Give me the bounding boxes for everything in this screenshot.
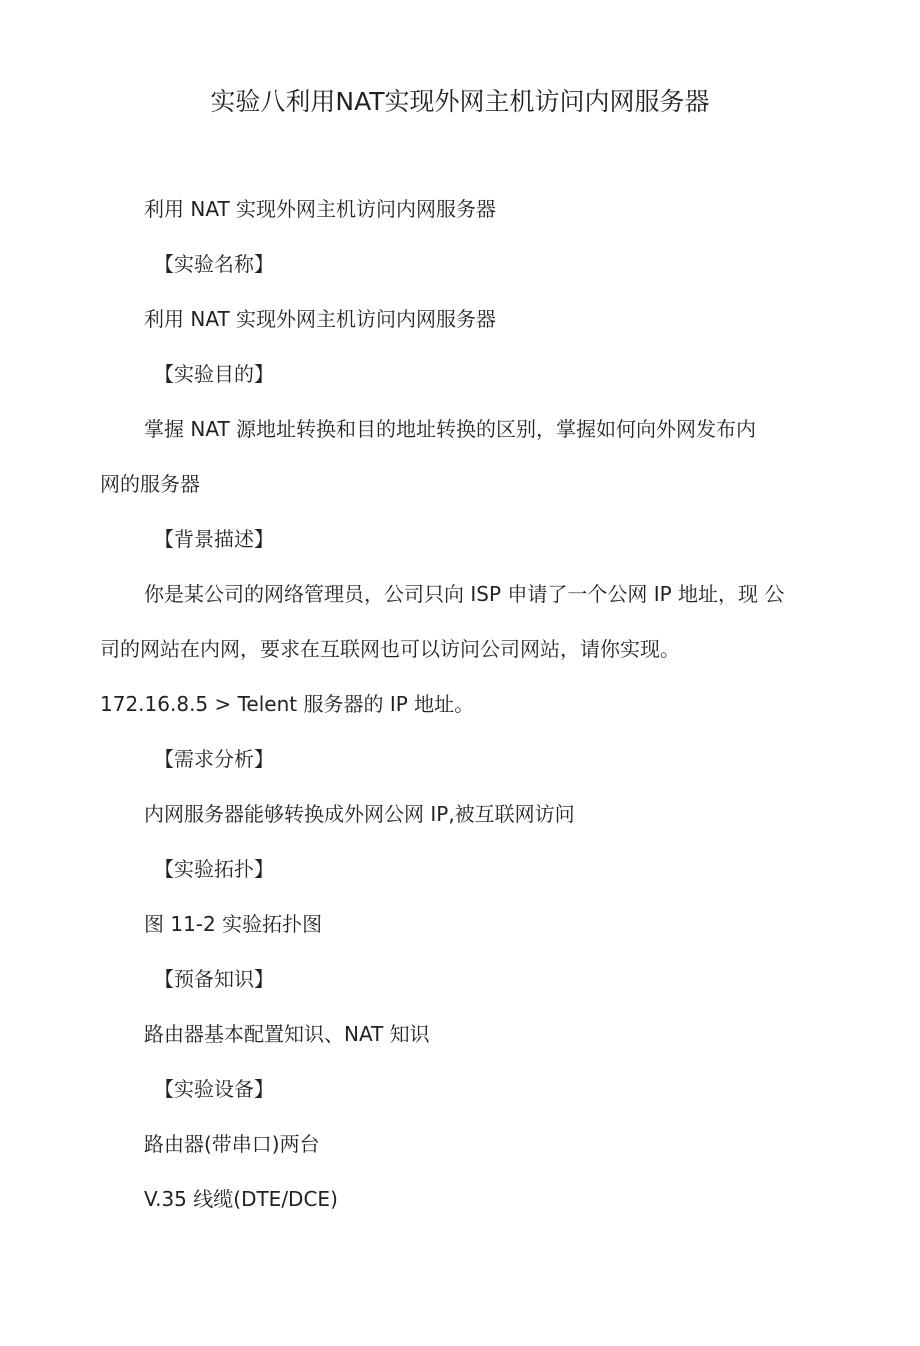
requirements-text: 内网服务器能够转换成外网公网 IP,被互联网访问 xyxy=(144,802,575,826)
section-experiment-purpose: 【实验目的】 xyxy=(154,362,274,386)
section-prerequisites: 【预备知识】 xyxy=(154,967,274,991)
topology-caption: 图 11-2 实验拓扑图 xyxy=(144,912,323,936)
section-topology: 【实验拓扑】 xyxy=(154,857,274,881)
equipment-item-routers: 路由器(带串口)两台 xyxy=(144,1132,320,1156)
experiment-name-text: 利用 NAT 实现外网主机访问内网服务器 xyxy=(144,307,497,331)
prerequisites-text: 路由器基本配置知识、NAT 知识 xyxy=(144,1022,430,1046)
section-experiment-name: 【实验名称】 xyxy=(154,252,274,276)
intro-heading: 利用 NAT 实现外网主机访问内网服务器 xyxy=(144,197,497,221)
document-title: 实验八利用NAT实现外网主机访问内网服务器 xyxy=(210,87,710,116)
background-text-line-2: 司的网站在内网，要求在互联网也可以访问公司网站，请你实现。 xyxy=(100,637,680,661)
equipment-item-cable: V.35 线缆(DTE/DCE) xyxy=(144,1187,338,1211)
purpose-text-line-1: 掌握 NAT 源地址转换和目的地址转换的区别，掌握如何向外网发布内 xyxy=(144,417,757,441)
section-requirements: 【需求分析】 xyxy=(154,747,274,771)
purpose-text-line-2: 网的服务器 xyxy=(100,472,200,496)
background-text-line-3: 172.16.8.5 > Telent 服务器的 IP 地址。 xyxy=(100,692,475,716)
background-text-line-1: 你是某公司的网络管理员，公司只向 ISP 申请了一个公网 IP 地址，现 公 xyxy=(144,582,785,606)
section-equipment: 【实验设备】 xyxy=(154,1077,274,1101)
section-background: 【背景描述】 xyxy=(154,527,274,551)
